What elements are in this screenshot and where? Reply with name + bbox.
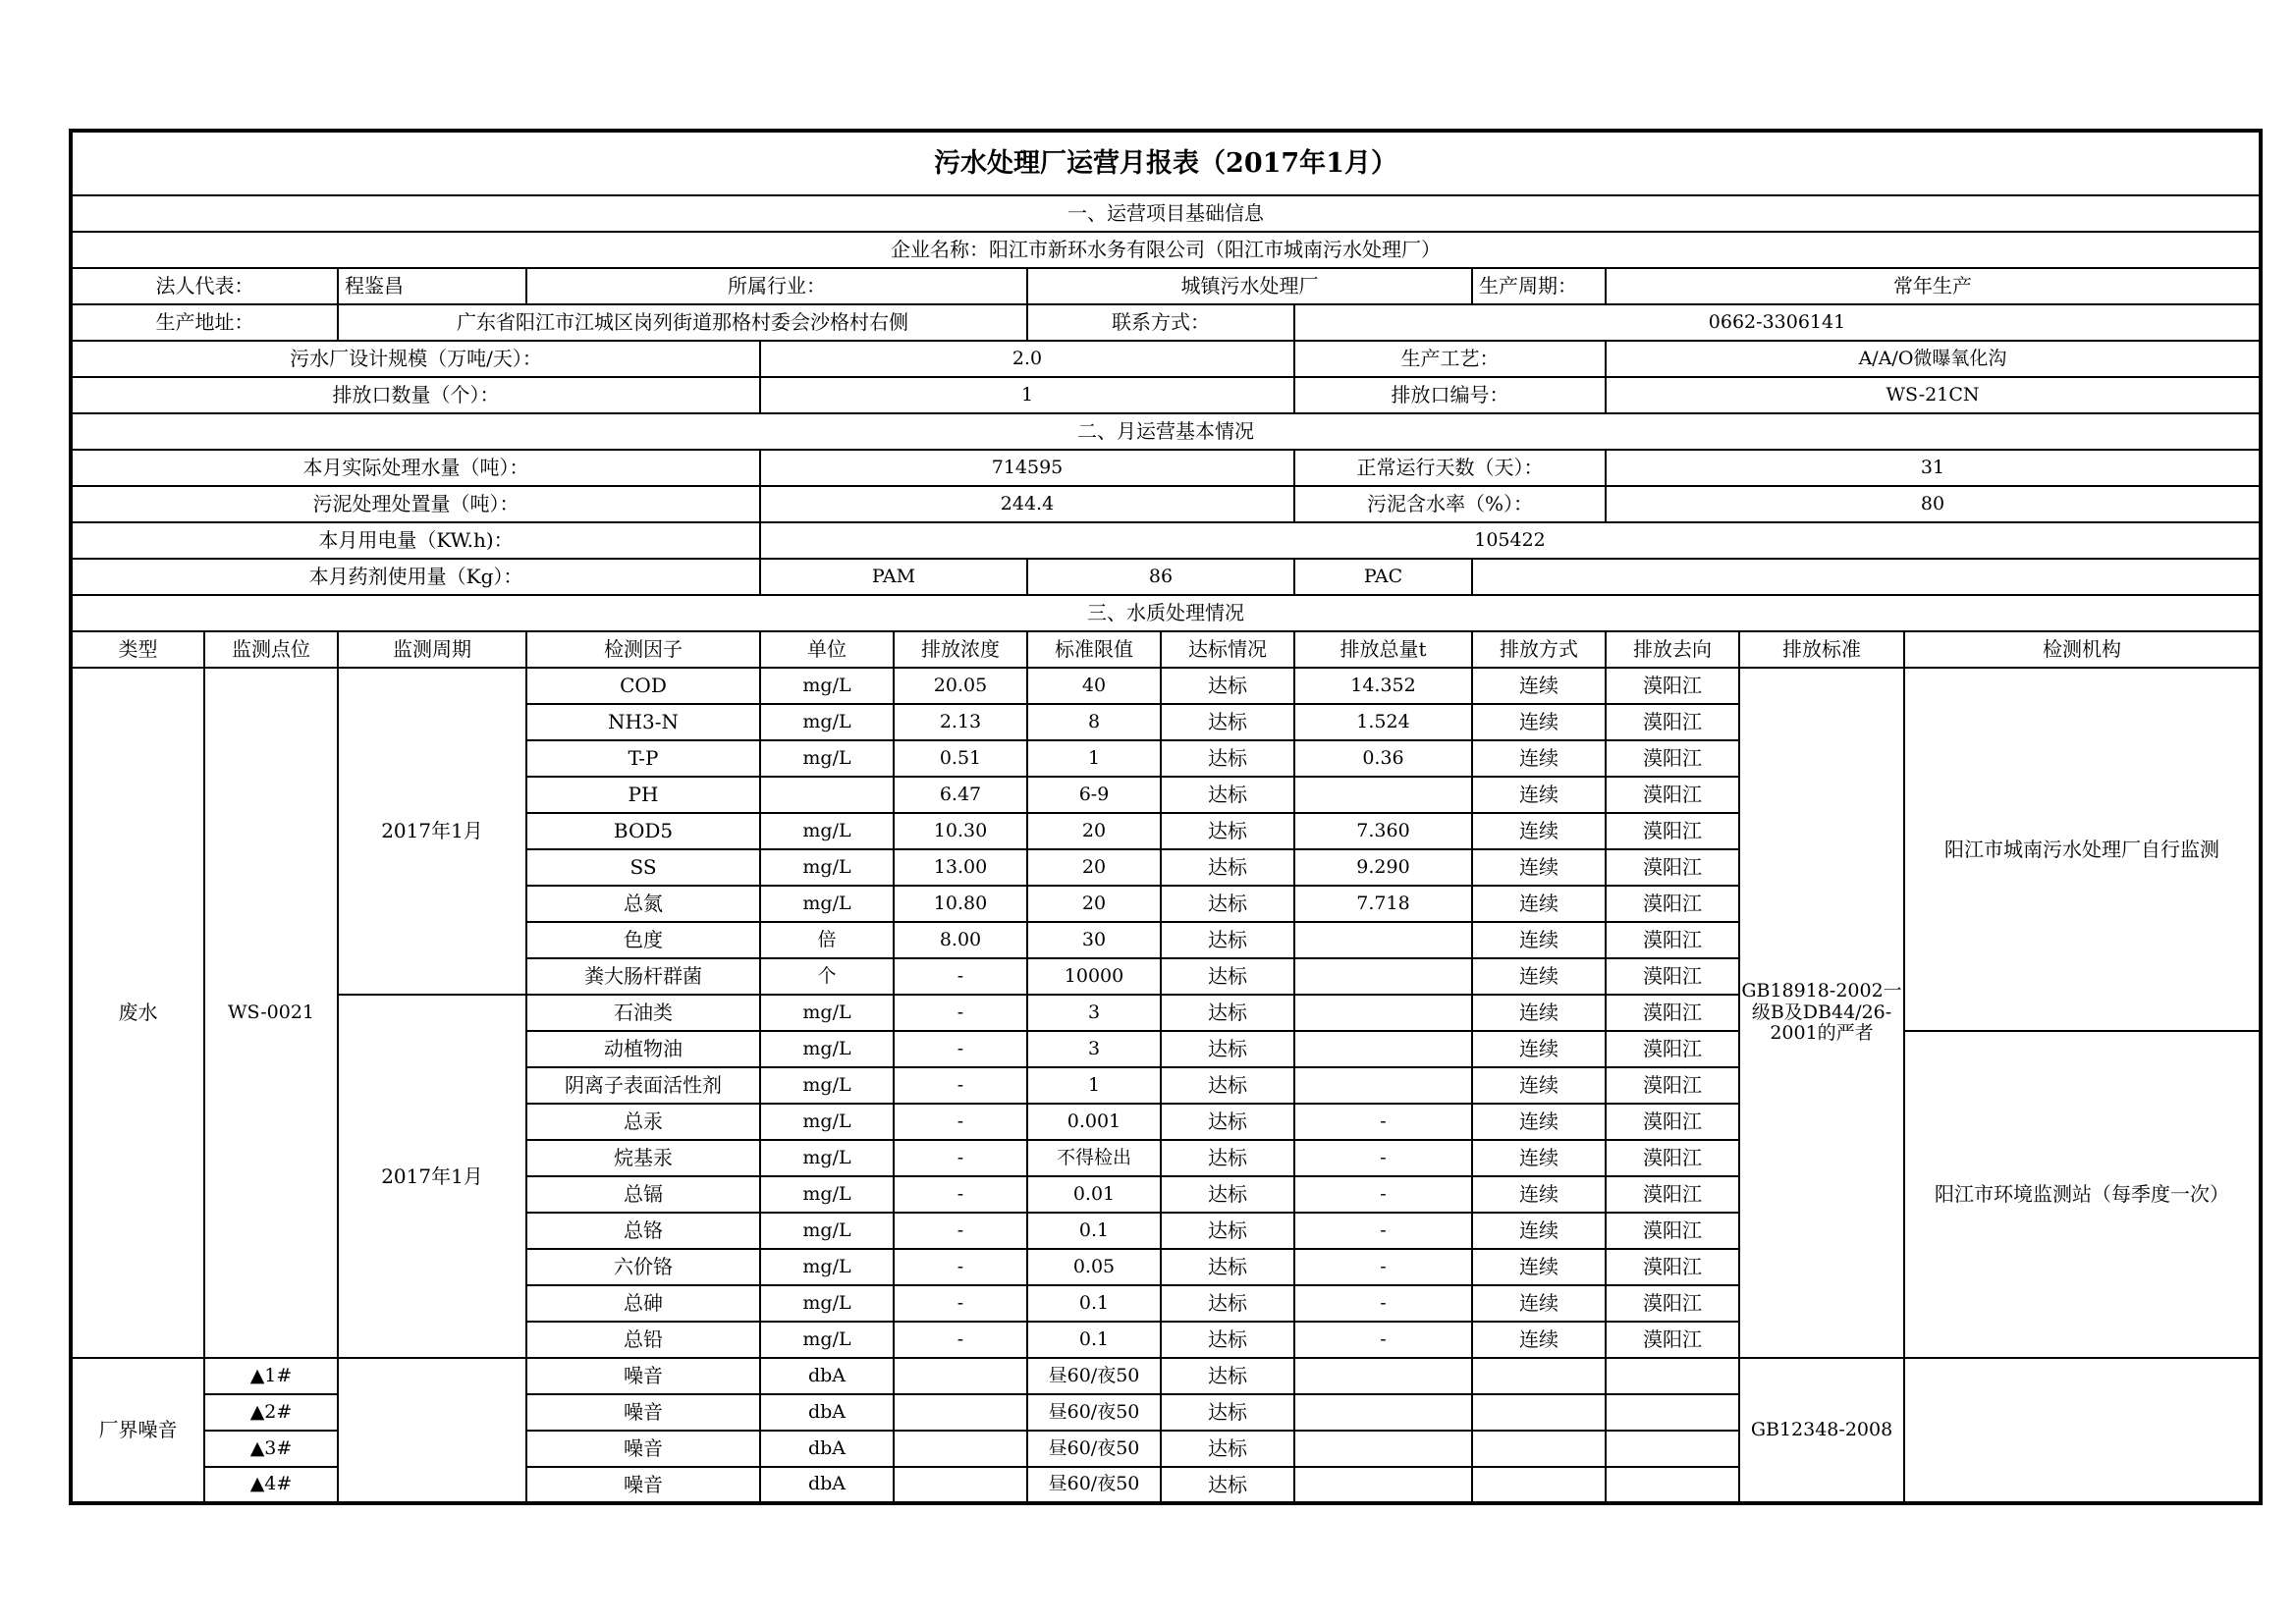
unit-cell: mg/L: [760, 1067, 894, 1104]
factor-cell: 烷基汞: [526, 1140, 760, 1176]
mode-cell: 连续: [1472, 922, 1606, 958]
total-cell: -: [1294, 1104, 1472, 1140]
total-cell: 14.352: [1294, 668, 1472, 704]
destination-cell: 漠阳江: [1606, 1249, 1739, 1285]
status-cell: 达标: [1161, 922, 1294, 958]
factor-cell: 噪音: [526, 1431, 760, 1467]
days-label: 正常运行天数（天）：: [1294, 450, 1606, 486]
table-row: [71, 1358, 2261, 1394]
moisture-label: 污泥含水率（%）：: [1294, 486, 1606, 522]
mode-cell: [1472, 1358, 1606, 1394]
concentration-cell: 10.80: [894, 886, 1027, 922]
limit-cell: 10000: [1027, 958, 1161, 995]
status-cell: 达标: [1161, 777, 1294, 813]
mode-cell: 连续: [1472, 958, 1606, 995]
total-cell: [1294, 958, 1472, 995]
mode-cell: 连续: [1472, 1285, 1606, 1322]
factor-cell: 粪大肠杆群菌: [526, 958, 760, 995]
noise-type: 厂界噪音: [71, 1358, 204, 1503]
total-cell: 7.718: [1294, 886, 1472, 922]
destination-cell: 漠阳江: [1606, 995, 1739, 1031]
col-header-total: 排放总量t: [1294, 631, 1472, 668]
total-cell: 1.524: [1294, 704, 1472, 740]
concentration-cell: -: [894, 958, 1027, 995]
concentration-cell: 20.05: [894, 668, 1027, 704]
chem-label: 本月药剂使用量（Kg）：: [71, 559, 760, 595]
total-cell: 0.36: [1294, 740, 1472, 777]
status-cell: 达标: [1161, 1358, 1294, 1394]
col-header-concentration: 排放浓度: [894, 631, 1027, 668]
concentration-cell: -: [894, 1213, 1027, 1249]
concentration-cell: -: [894, 1285, 1027, 1322]
unit-cell: mg/L: [760, 704, 894, 740]
limit-cell: 昼60/夜50: [1027, 1431, 1161, 1467]
report-title: 污水处理厂运营月报表（2017年1月）: [71, 131, 2261, 195]
limit-cell: 1: [1027, 740, 1161, 777]
status-cell: 达标: [1161, 886, 1294, 922]
factor-cell: PH: [526, 777, 760, 813]
col-header-status: 达标情况: [1161, 631, 1294, 668]
destination-cell: 漠阳江: [1606, 777, 1739, 813]
industry-label: 所属行业：: [526, 268, 1027, 304]
status-cell: 达标: [1161, 1213, 1294, 1249]
period-label: 生产周期：: [1472, 268, 1606, 304]
mode-cell: 连续: [1472, 1140, 1606, 1176]
col-header-standard: 排放标准: [1739, 631, 1904, 668]
scale-value: 2.0: [760, 341, 1294, 377]
col-header-mode: 排放方式: [1472, 631, 1606, 668]
factor-cell: SS: [526, 849, 760, 886]
unit-cell: mg/L: [760, 740, 894, 777]
status-cell: 达标: [1161, 1394, 1294, 1431]
unit-cell: dbA: [760, 1394, 894, 1431]
limit-cell: 3: [1027, 1031, 1161, 1067]
status-cell: 达标: [1161, 1322, 1294, 1358]
outlet-no-label: 排放口编号：: [1294, 377, 1606, 413]
status-cell: 达标: [1161, 1249, 1294, 1285]
unit-cell: [760, 777, 894, 813]
destination-cell: 漠阳江: [1606, 1104, 1739, 1140]
destination-cell: 漠阳江: [1606, 1067, 1739, 1104]
factor-cell: 总铬: [526, 1213, 760, 1249]
factor-cell: 总镉: [526, 1176, 760, 1213]
noise-point: ▲3#: [204, 1431, 338, 1467]
mode-cell: 连续: [1472, 886, 1606, 922]
factor-cell: COD: [526, 668, 760, 704]
contact-value: 0662-3306141: [1294, 304, 2261, 341]
total-cell: [1294, 1394, 1472, 1431]
limit-cell: 0.01: [1027, 1176, 1161, 1213]
destination-cell: 漠阳江: [1606, 704, 1739, 740]
total-cell: [1294, 1031, 1472, 1067]
limit-cell: 6-9: [1027, 777, 1161, 813]
scale-label: 污水厂设计规模（万吨/天）：: [71, 341, 760, 377]
factor-cell: 噪音: [526, 1358, 760, 1394]
total-cell: [1294, 922, 1472, 958]
total-cell: -: [1294, 1213, 1472, 1249]
limit-cell: 20: [1027, 886, 1161, 922]
total-cell: [1294, 995, 1472, 1031]
period-value: 常年生产: [1606, 268, 2261, 304]
col-header-factor: 检测因子: [526, 631, 760, 668]
concentration-cell: -: [894, 1104, 1027, 1140]
industry-value: 城镇污水处理厂: [1027, 268, 1472, 304]
mode-cell: 连续: [1472, 740, 1606, 777]
concentration-cell: [894, 1431, 1027, 1467]
wastewater-point: WS-0021: [204, 668, 338, 1358]
table-row: [71, 668, 2261, 704]
wastewater-period-1: 2017年1月: [338, 668, 526, 995]
concentration-cell: [894, 1467, 1027, 1503]
status-cell: 达标: [1161, 995, 1294, 1031]
total-cell: -: [1294, 1249, 1472, 1285]
mode-cell: [1472, 1467, 1606, 1503]
destination-cell: [1606, 1394, 1739, 1431]
status-cell: 达标: [1161, 668, 1294, 704]
outlet-no-value: WS-21CN: [1606, 377, 2261, 413]
limit-cell: 昼60/夜50: [1027, 1358, 1161, 1394]
wastewater-type: 废水: [71, 668, 204, 1358]
unit-cell: dbA: [760, 1358, 894, 1394]
status-cell: 达标: [1161, 1140, 1294, 1176]
mode-cell: [1472, 1431, 1606, 1467]
factor-cell: 六价铬: [526, 1249, 760, 1285]
mode-cell: 连续: [1472, 1322, 1606, 1358]
status-cell: 达标: [1161, 1467, 1294, 1503]
mode-cell: 连续: [1472, 1176, 1606, 1213]
unit-cell: mg/L: [760, 849, 894, 886]
limit-cell: 0.1: [1027, 1322, 1161, 1358]
unit-cell: mg/L: [760, 813, 894, 849]
factor-cell: 总氮: [526, 886, 760, 922]
col-header-limit: 标准限值: [1027, 631, 1161, 668]
col-header-period: 监测周期: [338, 631, 526, 668]
unit-cell: mg/L: [760, 1213, 894, 1249]
outlet-count-label: 排放口数量（个）：: [71, 377, 760, 413]
unit-cell: mg/L: [760, 668, 894, 704]
mode-cell: 连续: [1472, 813, 1606, 849]
unit-cell: mg/L: [760, 886, 894, 922]
process-label: 生产工艺：: [1294, 341, 1606, 377]
total-cell: [1294, 777, 1472, 813]
factor-cell: 噪音: [526, 1467, 760, 1503]
unit-cell: mg/L: [760, 1322, 894, 1358]
wastewater-period-2: 2017年1月: [338, 995, 526, 1358]
col-header-destination: 排放去向: [1606, 631, 1739, 668]
concentration-cell: -: [894, 1176, 1027, 1213]
factor-cell: 总铅: [526, 1322, 760, 1358]
mode-cell: 连续: [1472, 1104, 1606, 1140]
destination-cell: 漠阳江: [1606, 1140, 1739, 1176]
limit-cell: 昼60/夜50: [1027, 1394, 1161, 1431]
limit-cell: 20: [1027, 849, 1161, 886]
unit-cell: mg/L: [760, 1140, 894, 1176]
destination-cell: 漠阳江: [1606, 813, 1739, 849]
limit-cell: 不得检出: [1027, 1140, 1161, 1176]
unit-cell: mg/L: [760, 1031, 894, 1067]
factor-cell: T-P: [526, 740, 760, 777]
total-cell: [1294, 1431, 1472, 1467]
total-cell: 7.360: [1294, 813, 1472, 849]
factor-cell: 总汞: [526, 1104, 760, 1140]
concentration-cell: -: [894, 1322, 1027, 1358]
concentration-cell: -: [894, 1031, 1027, 1067]
unit-cell: mg/L: [760, 1176, 894, 1213]
pam-label: PAM: [760, 559, 1027, 595]
status-cell: 达标: [1161, 1067, 1294, 1104]
total-cell: -: [1294, 1140, 1472, 1176]
total-cell: [1294, 1067, 1472, 1104]
noise-agency: [1904, 1358, 2261, 1503]
total-cell: [1294, 1358, 1472, 1394]
pac-label: PAC: [1294, 559, 1472, 595]
pac-value: [1472, 559, 2261, 595]
mode-cell: 连续: [1472, 1249, 1606, 1285]
limit-cell: 40: [1027, 668, 1161, 704]
address-label: 生产地址：: [71, 304, 338, 341]
concentration-cell: -: [894, 1249, 1027, 1285]
mode-cell: 连续: [1472, 777, 1606, 813]
destination-cell: 漠阳江: [1606, 668, 1739, 704]
factor-cell: 动植物油: [526, 1031, 760, 1067]
unit-cell: dbA: [760, 1431, 894, 1467]
col-header-agency: 检测机构: [1904, 631, 2261, 668]
limit-cell: 3: [1027, 995, 1161, 1031]
unit-cell: mg/L: [760, 1249, 894, 1285]
concentration-cell: 13.00: [894, 849, 1027, 886]
limit-cell: 20: [1027, 813, 1161, 849]
noise-point: ▲1#: [204, 1358, 338, 1394]
concentration-cell: [894, 1394, 1027, 1431]
mode-cell: 连续: [1472, 1031, 1606, 1067]
limit-cell: 8: [1027, 704, 1161, 740]
unit-cell: mg/L: [760, 995, 894, 1031]
status-cell: 达标: [1161, 740, 1294, 777]
water-value: 714595: [760, 450, 1294, 486]
concentration-cell: 0.51: [894, 740, 1027, 777]
destination-cell: [1606, 1431, 1739, 1467]
section-basic-info: 一、运营项目基础信息: [71, 195, 2261, 232]
report-table: [69, 129, 2263, 1505]
process-value: A/A/O微曝氧化沟: [1606, 341, 2261, 377]
mode-cell: 连续: [1472, 1067, 1606, 1104]
concentration-cell: 6.47: [894, 777, 1027, 813]
destination-cell: [1606, 1467, 1739, 1503]
status-cell: 达标: [1161, 958, 1294, 995]
noise-standard: GB12348-2008: [1739, 1358, 1904, 1503]
days-value: 31: [1606, 450, 2261, 486]
moisture-value: 80: [1606, 486, 2261, 522]
mode-cell: 连续: [1472, 704, 1606, 740]
col-header-type: 类型: [71, 631, 204, 668]
power-value: 105422: [760, 522, 2261, 559]
contact-label: 联系方式：: [1027, 304, 1294, 341]
agency-environment-station: 阳江市环境监测站（每季度一次）: [1904, 1031, 2261, 1358]
status-cell: 达标: [1161, 1104, 1294, 1140]
address-value: 广东省阳江市江城区岗列街道那格村委会沙格村右侧: [338, 304, 1027, 341]
factor-cell: 噪音: [526, 1394, 760, 1431]
unit-cell: 倍: [760, 922, 894, 958]
total-cell: -: [1294, 1176, 1472, 1213]
limit-cell: 1: [1027, 1067, 1161, 1104]
destination-cell: 漠阳江: [1606, 1322, 1739, 1358]
destination-cell: 漠阳江: [1606, 740, 1739, 777]
factor-cell: BOD5: [526, 813, 760, 849]
agency-self-monitoring: 阳江市城南污水处理厂自行监测: [1904, 668, 2261, 1031]
unit-cell: mg/L: [760, 1104, 894, 1140]
total-cell: -: [1294, 1285, 1472, 1322]
noise-point: ▲2#: [204, 1394, 338, 1431]
noise-point: ▲4#: [204, 1467, 338, 1503]
destination-cell: 漠阳江: [1606, 1285, 1739, 1322]
legal-rep-value: 程鉴昌: [338, 268, 526, 304]
col-header-unit: 单位: [760, 631, 894, 668]
limit-cell: 0.05: [1027, 1249, 1161, 1285]
factor-cell: 总砷: [526, 1285, 760, 1322]
mode-cell: 连续: [1472, 849, 1606, 886]
factor-cell: NH3-N: [526, 704, 760, 740]
status-cell: 达标: [1161, 704, 1294, 740]
concentration-cell: 8.00: [894, 922, 1027, 958]
factor-cell: 阴离子表面活性剂: [526, 1067, 760, 1104]
status-cell: 达标: [1161, 1431, 1294, 1467]
section-water-quality: 三、水质处理情况: [71, 595, 2261, 631]
limit-cell: 0.1: [1027, 1213, 1161, 1249]
sludge-label: 污泥处理处置量（吨）：: [71, 486, 760, 522]
mode-cell: 连续: [1472, 1213, 1606, 1249]
pam-value: 86: [1027, 559, 1294, 595]
concentration-cell: -: [894, 1067, 1027, 1104]
status-cell: 达标: [1161, 1031, 1294, 1067]
concentration-cell: 10.30: [894, 813, 1027, 849]
water-label: 本月实际处理水量（吨）：: [71, 450, 760, 486]
limit-cell: 30: [1027, 922, 1161, 958]
concentration-cell: [894, 1358, 1027, 1394]
section-monthly: 二、月运营基本情况: [71, 413, 2261, 450]
unit-cell: mg/L: [760, 1285, 894, 1322]
col-header-point: 监测点位: [204, 631, 338, 668]
destination-cell: 漠阳江: [1606, 1176, 1739, 1213]
mode-cell: [1472, 1394, 1606, 1431]
total-cell: 9.290: [1294, 849, 1472, 886]
factor-cell: 色度: [526, 922, 760, 958]
outlet-count-value: 1: [760, 377, 1294, 413]
status-cell: 达标: [1161, 813, 1294, 849]
destination-cell: 漠阳江: [1606, 1031, 1739, 1067]
total-cell: [1294, 1467, 1472, 1503]
destination-cell: [1606, 1358, 1739, 1394]
destination-cell: 漠阳江: [1606, 849, 1739, 886]
status-cell: 达标: [1161, 849, 1294, 886]
limit-cell: 0.001: [1027, 1104, 1161, 1140]
limit-cell: 0.1: [1027, 1285, 1161, 1322]
company-name: 企业名称：阳江市新环水务有限公司（阳江市城南污水处理厂）: [71, 232, 2261, 268]
limit-cell: 昼60/夜50: [1027, 1467, 1161, 1503]
mode-cell: 连续: [1472, 995, 1606, 1031]
factor-cell: 石油类: [526, 995, 760, 1031]
status-cell: 达标: [1161, 1285, 1294, 1322]
destination-cell: 漠阳江: [1606, 886, 1739, 922]
legal-rep-label: 法人代表：: [71, 268, 338, 304]
noise-period: [338, 1358, 526, 1503]
power-label: 本月用电量（KW.h)：: [71, 522, 760, 559]
mode-cell: 连续: [1472, 668, 1606, 704]
status-cell: 达标: [1161, 1176, 1294, 1213]
unit-cell: 个: [760, 958, 894, 995]
destination-cell: 漠阳江: [1606, 958, 1739, 995]
concentration-cell: 2.13: [894, 704, 1027, 740]
total-cell: -: [1294, 1322, 1472, 1358]
sludge-value: 244.4: [760, 486, 1294, 522]
destination-cell: 漠阳江: [1606, 922, 1739, 958]
concentration-cell: -: [894, 995, 1027, 1031]
unit-cell: dbA: [760, 1467, 894, 1503]
destination-cell: 漠阳江: [1606, 1213, 1739, 1249]
concentration-cell: -: [894, 1140, 1027, 1176]
wastewater-standard: GB18918-2002一级B及DB44/26-2001的严者: [1739, 668, 1904, 1358]
